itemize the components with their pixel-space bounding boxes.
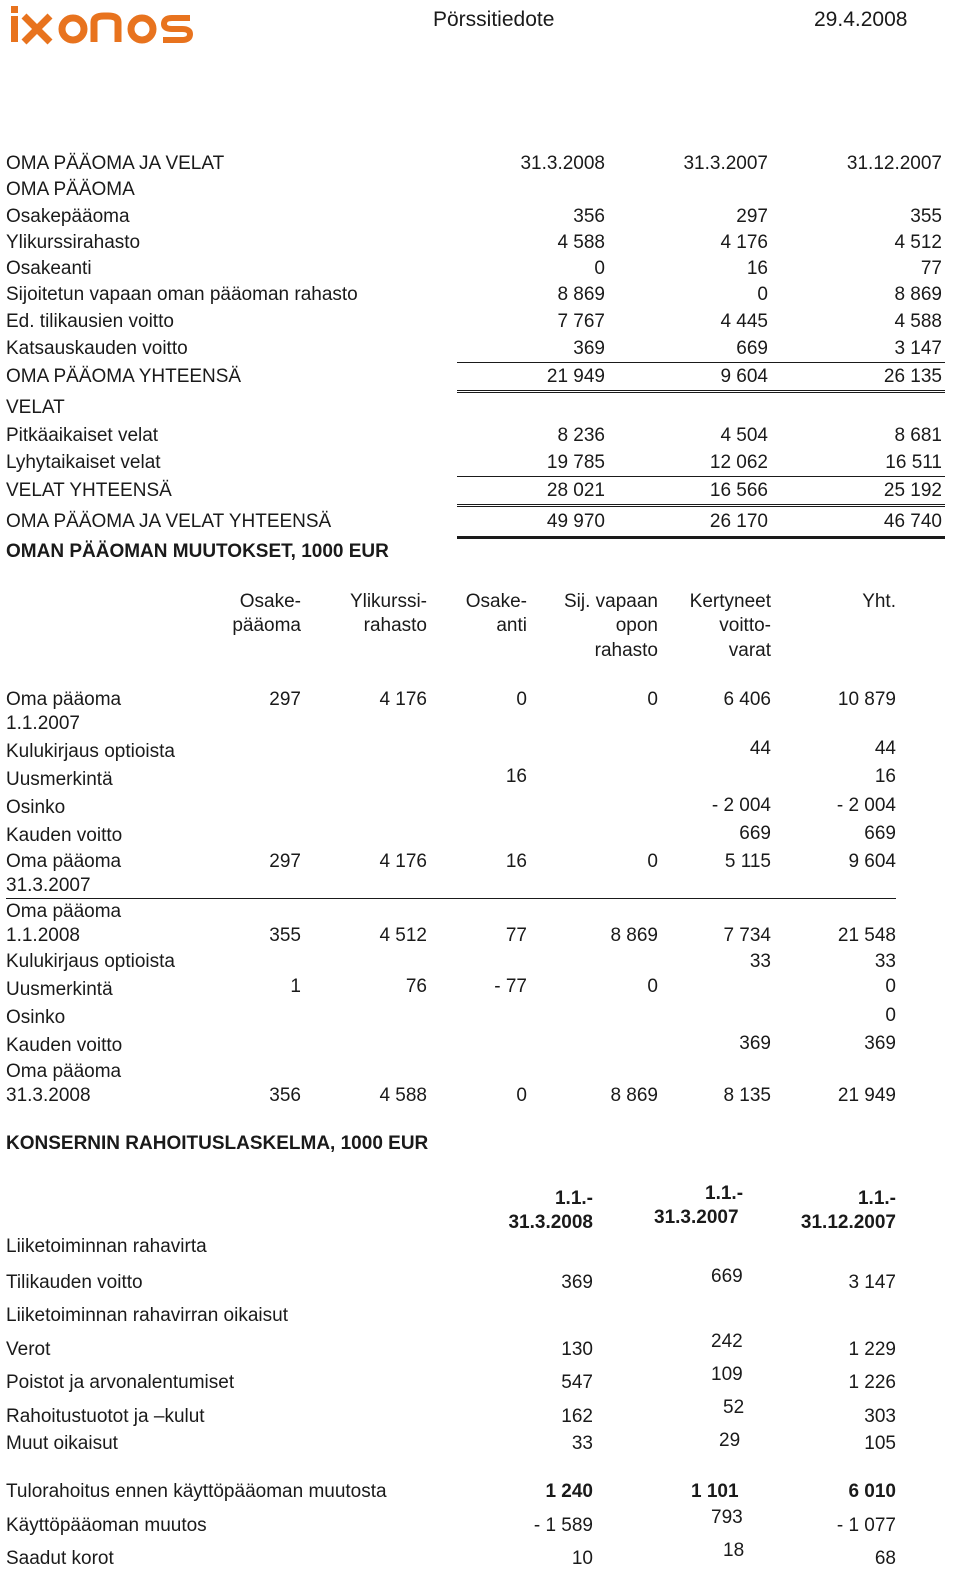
balance-title: OMA PÄÄOMA JA VELAT bbox=[6, 153, 225, 174]
cashflow-cell: 1 101 bbox=[691, 1481, 739, 1502]
equity-row-label: Osinko bbox=[6, 797, 66, 818]
cashflow-row-label: Poistot ja arvonalentumiset bbox=[6, 1372, 235, 1393]
cashflow-col-header: 1.1.- bbox=[705, 1183, 744, 1204]
balance-cell: 4 512 bbox=[894, 232, 942, 253]
cashflow-col-header: 31.3.2007 bbox=[654, 1207, 739, 1228]
cashflow-cell: 109 bbox=[711, 1364, 743, 1385]
cashflow-cell: 105 bbox=[864, 1433, 896, 1454]
cashflow-cell: 369 bbox=[561, 1272, 593, 1293]
equity-cell: 369 bbox=[864, 1033, 896, 1054]
equity-row-label: Kauden voitto bbox=[6, 1035, 123, 1056]
balance-row-label: VELAT bbox=[6, 397, 65, 418]
equity-col-header: rahasto bbox=[363, 615, 427, 636]
equity-cell: - 77 bbox=[494, 976, 527, 997]
cashflow-cell: 130 bbox=[561, 1339, 593, 1360]
balance-row-label: Osakepääoma bbox=[6, 206, 130, 227]
double-divider bbox=[457, 504, 945, 507]
cashflow-col-header: 31.3.2008 bbox=[508, 1212, 593, 1233]
equity-cell: 4 176 bbox=[379, 851, 427, 872]
cashflow-cell: 52 bbox=[723, 1397, 745, 1418]
equity-cell: 1 bbox=[290, 976, 301, 997]
thick-divider bbox=[457, 536, 945, 539]
equity-cell: 0 bbox=[647, 976, 658, 997]
equity-cell: 44 bbox=[749, 738, 771, 759]
cashflow-cell: 33 bbox=[571, 1433, 593, 1454]
cashflow-row-label: Tilikauden voitto bbox=[6, 1272, 143, 1293]
equity-cell: 0 bbox=[885, 976, 896, 997]
equity-col-header: rahasto bbox=[594, 640, 658, 661]
equity-col-header: Yht. bbox=[862, 591, 896, 612]
balance-row-label: Katsauskauden voitto bbox=[6, 338, 188, 359]
equity-cell: 669 bbox=[739, 823, 771, 844]
equity-row-label: Uusmerkintä bbox=[6, 979, 113, 1000]
balance-cell: 9 604 bbox=[720, 366, 768, 387]
equity-cell: 76 bbox=[405, 976, 427, 997]
equity-cell: 355 bbox=[269, 925, 301, 946]
balance-cell: 8 681 bbox=[894, 425, 942, 446]
balance-cell: 8 869 bbox=[894, 284, 942, 305]
equity-cell: 4 588 bbox=[379, 1085, 427, 1106]
equity-col-header: Kertyneet bbox=[689, 591, 771, 612]
equity-row-label: 31.3.2008 bbox=[6, 1085, 91, 1106]
equity-cell: 8 869 bbox=[610, 1085, 658, 1106]
balance-column-header: 31.3.2007 bbox=[683, 153, 768, 174]
equity-row-label: Osinko bbox=[6, 1007, 66, 1028]
equity-cell: 8 869 bbox=[610, 925, 658, 946]
equity-col-header: Osake- bbox=[239, 591, 301, 612]
equity-cell: 5 115 bbox=[724, 851, 771, 872]
equity-col-header: Sij. vapaan bbox=[563, 591, 658, 612]
cashflow-cell: 18 bbox=[723, 1540, 745, 1561]
balance-cell: 26 170 bbox=[709, 511, 768, 532]
cashflow-row-label: Tulorahoitus ennen käyttöpääoman muutosta bbox=[6, 1481, 387, 1502]
equity-cell: 297 bbox=[269, 689, 301, 710]
cashflow-cell: 303 bbox=[864, 1406, 896, 1427]
equity-row-label: 1.1.2007 bbox=[6, 713, 80, 734]
balance-cell: 21 949 bbox=[546, 366, 605, 387]
equity-cell: 356 bbox=[269, 1085, 301, 1106]
equity-cell: 33 bbox=[749, 951, 771, 972]
equity-cell: 16 bbox=[874, 766, 896, 787]
cashflow-cell: 10 bbox=[571, 1548, 593, 1569]
balance-row-label: Ylikurssirahasto bbox=[6, 232, 141, 253]
balance-cell: 4 445 bbox=[720, 311, 768, 332]
equity-col-header: pääoma bbox=[232, 615, 301, 636]
cashflow-cell: 3 147 bbox=[848, 1272, 896, 1293]
balance-cell: 25 192 bbox=[883, 480, 942, 501]
balance-cell: 4 504 bbox=[720, 425, 768, 446]
divider bbox=[457, 362, 945, 363]
balance-row-label: OMA PÄÄOMA bbox=[6, 179, 135, 200]
balance-column-header: 31.12.2007 bbox=[846, 153, 942, 174]
balance-column-header: 31.3.2008 bbox=[520, 153, 605, 174]
balance-cell: 297 bbox=[736, 206, 768, 227]
equity-row-label: Kauden voitto bbox=[6, 825, 123, 846]
equity-cell: 669 bbox=[864, 823, 896, 844]
balance-row-label: Osakeanti bbox=[6, 258, 92, 279]
cashflow-cell: - 1 589 bbox=[533, 1515, 593, 1536]
equity-cell: - 2 004 bbox=[836, 795, 896, 816]
equity-cell: 33 bbox=[874, 951, 896, 972]
equity-cell: 0 bbox=[516, 1085, 527, 1106]
cashflow-row-label: Liiketoiminnan rahavirta bbox=[6, 1236, 207, 1257]
balance-cell: 3 147 bbox=[894, 338, 942, 359]
equity-col-header: Osake- bbox=[465, 591, 527, 612]
balance-cell: 0 bbox=[757, 284, 768, 305]
cashflow-cell: 29 bbox=[719, 1430, 741, 1451]
cashflow-row-label: Käyttöpääoman muutos bbox=[6, 1515, 207, 1536]
cashflow-cell: 669 bbox=[711, 1266, 743, 1287]
equity-title: OMAN PÄÄOMAN MUUTOKSET, 1000 EUR bbox=[6, 541, 389, 562]
cashflow-cell: 1 240 bbox=[545, 1481, 593, 1502]
ixonos-logo bbox=[8, 2, 248, 46]
equity-row-label: Uusmerkintä bbox=[6, 769, 113, 790]
balance-row-label: Ed. tilikausien voitto bbox=[6, 311, 174, 332]
balance-cell: 4 176 bbox=[720, 232, 768, 253]
balance-cell: 16 bbox=[746, 258, 768, 279]
balance-cell: 356 bbox=[573, 206, 605, 227]
balance-cell: 28 021 bbox=[546, 480, 605, 501]
equity-cell: 369 bbox=[739, 1033, 771, 1054]
cashflow-cell: 162 bbox=[561, 1406, 593, 1427]
balance-row-label: Lyhytaikaiset velat bbox=[6, 452, 161, 473]
equity-row-label: 1.1.2008 bbox=[6, 925, 80, 946]
equity-row-label: Oma pääoma bbox=[6, 1061, 122, 1082]
balance-cell: 0 bbox=[594, 258, 605, 279]
balance-row-label: OMA PÄÄOMA YHTEENSÄ bbox=[6, 366, 242, 387]
cashflow-row-label: Muut oikaisut bbox=[6, 1433, 118, 1454]
cashflow-cell: 547 bbox=[561, 1372, 593, 1393]
balance-cell: 12 062 bbox=[709, 452, 768, 473]
cashflow-cell: 793 bbox=[711, 1507, 743, 1528]
equity-row-label: Oma pääoma bbox=[6, 851, 122, 872]
document-type: Pörssitiedote bbox=[433, 8, 555, 31]
equity-cell: 44 bbox=[874, 738, 896, 759]
balance-cell: 26 135 bbox=[883, 366, 942, 387]
equity-col-header: voitto- bbox=[719, 615, 771, 636]
divider bbox=[6, 898, 896, 899]
balance-cell: 355 bbox=[910, 206, 942, 227]
equity-cell: 4 176 bbox=[379, 689, 427, 710]
balance-cell: 7 767 bbox=[557, 311, 605, 332]
equity-cell: 297 bbox=[269, 851, 301, 872]
equity-cell: 10 879 bbox=[837, 689, 896, 710]
balance-row-label: VELAT YHTEENSÄ bbox=[6, 480, 172, 501]
cashflow-title: KONSERNIN RAHOITUSLASKELMA, 1000 EUR bbox=[6, 1133, 429, 1154]
cashflow-row-label: Verot bbox=[6, 1339, 51, 1360]
cashflow-col-header: 1.1.- bbox=[857, 1188, 896, 1209]
equity-cell: 9 604 bbox=[848, 851, 896, 872]
equity-cell: 16 bbox=[505, 851, 527, 872]
equity-cell: 21 548 bbox=[837, 925, 896, 946]
cashflow-cell: 1 229 bbox=[848, 1339, 896, 1360]
balance-row-label: Pitkäaikaiset velat bbox=[6, 425, 159, 446]
equity-row-label: Oma pääoma bbox=[6, 901, 122, 922]
cashflow-col-header: 31.12.2007 bbox=[800, 1212, 896, 1233]
equity-col-header: opon bbox=[615, 615, 658, 636]
balance-cell: 16 566 bbox=[709, 480, 768, 501]
cashflow-cell: 1 226 bbox=[848, 1372, 896, 1393]
balance-cell: 77 bbox=[920, 258, 942, 279]
balance-cell: 369 bbox=[573, 338, 605, 359]
cashflow-row-label: Saadut korot bbox=[6, 1548, 114, 1569]
cashflow-cell: 68 bbox=[874, 1548, 896, 1569]
equity-col-header: Ylikurssi- bbox=[349, 591, 427, 612]
equity-cell: 0 bbox=[647, 851, 658, 872]
equity-cell: - 2 004 bbox=[711, 795, 771, 816]
equity-cell: 77 bbox=[505, 925, 527, 946]
balance-cell: 4 588 bbox=[894, 311, 942, 332]
equity-row-label: Kulukirjaus optioista bbox=[6, 741, 175, 762]
equity-cell: 0 bbox=[647, 689, 658, 710]
balance-cell: 4 588 bbox=[557, 232, 605, 253]
cashflow-col-header: 1.1.- bbox=[554, 1188, 593, 1209]
double-divider bbox=[457, 390, 945, 393]
equity-cell: 7 734 bbox=[723, 925, 771, 946]
balance-row-label: Sijoitetun vapaan oman pääoman rahasto bbox=[6, 284, 358, 305]
balance-cell: 46 740 bbox=[883, 511, 942, 532]
equity-row-label: 31.3.2007 bbox=[6, 875, 91, 896]
balance-cell: 669 bbox=[736, 338, 768, 359]
cashflow-cell: 242 bbox=[711, 1331, 743, 1352]
equity-cell: 6 406 bbox=[723, 689, 771, 710]
balance-cell: 49 970 bbox=[546, 511, 605, 532]
equity-cell: 0 bbox=[885, 1005, 896, 1026]
balance-cell: 16 511 bbox=[885, 452, 942, 473]
divider bbox=[457, 476, 945, 477]
equity-cell: 0 bbox=[516, 689, 527, 710]
equity-cell: 8 135 bbox=[723, 1085, 771, 1106]
equity-cell: 4 512 bbox=[379, 925, 427, 946]
cashflow-row-label: Liiketoiminnan rahavirran oikaisut bbox=[6, 1305, 288, 1326]
equity-row-label: Oma pääoma bbox=[6, 689, 122, 710]
equity-cell: 16 bbox=[505, 766, 527, 787]
equity-col-header: anti bbox=[496, 615, 527, 636]
balance-cell: 8 869 bbox=[557, 284, 605, 305]
cashflow-cell: 6 010 bbox=[848, 1481, 896, 1502]
balance-row-label: OMA PÄÄOMA JA VELAT YHTEENSÄ bbox=[6, 511, 332, 532]
equity-row-label: Kulukirjaus optioista bbox=[6, 951, 175, 972]
balance-cell: 8 236 bbox=[557, 425, 605, 446]
equity-cell: 21 949 bbox=[837, 1085, 896, 1106]
balance-cell: 19 785 bbox=[546, 452, 605, 473]
document-date: 29.4.2008 bbox=[814, 8, 908, 31]
cashflow-cell: - 1 077 bbox=[836, 1515, 896, 1536]
equity-col-header: varat bbox=[728, 640, 771, 661]
cashflow-row-label: Rahoitustuotot ja –kulut bbox=[6, 1406, 205, 1427]
